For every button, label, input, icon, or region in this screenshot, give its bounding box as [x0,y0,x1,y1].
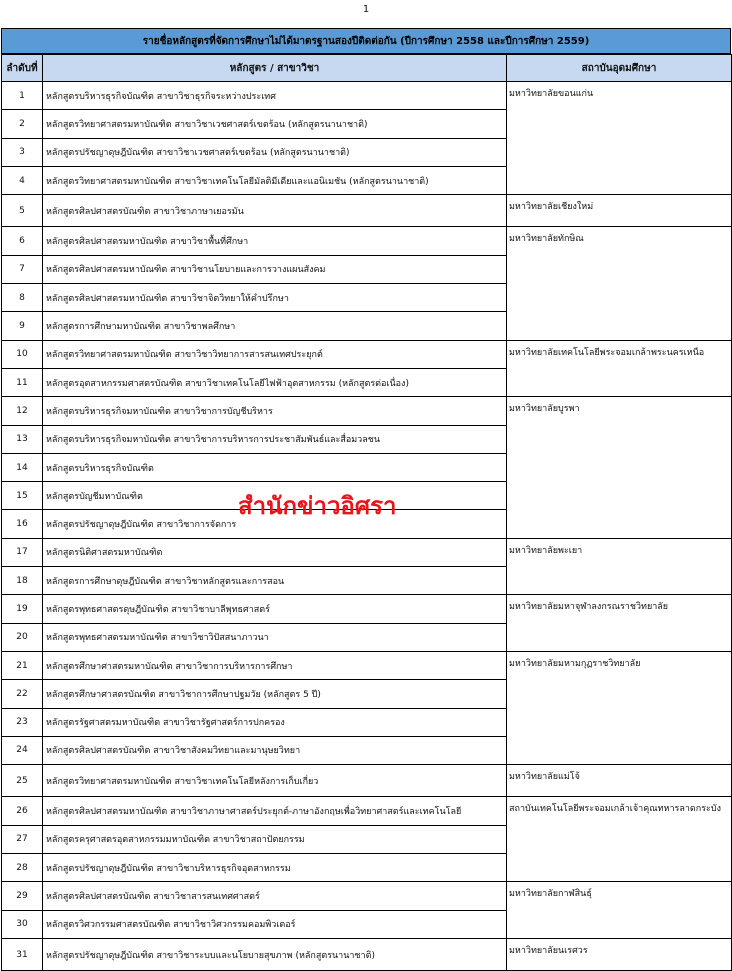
row-number: 16 [2,510,43,538]
row-number: 9 [2,312,43,340]
program-name: หลักสูตรครุศาสตรอุตสาหกรรมมหาบัณฑิต สาขาวิชาสถาปัตยกรรม [43,825,507,853]
institution-name: มหาวิทยาลัยเชียงใหม่ [507,195,732,227]
program-name: หลักสูตรบริหารธุรกิจบัณฑิต [43,453,507,481]
institution-name: มหาวิทยาลัยกาฬสินธุ์ [507,882,732,939]
program-name: หลักสูตรศิลปศาสตรบัณฑิต สาขาวิชาภาษาเยอรมัน [43,195,507,227]
table-row [2,765,732,797]
row-number: 15 [2,482,43,510]
table-row [2,397,732,425]
row-number: 29 [2,882,43,910]
header-row [2,55,732,82]
row-number: 10 [2,340,43,368]
program-name: หลักสูตรรัฐศาสตรมหาบัณฑิต สาขาวิชารัฐศาสตร์การปกครอง [43,708,507,736]
program-name: หลักสูตรศิลปศาสตรมหาบัณฑิต สาขาวิชานโยบายและการวางแผนสังคม [43,255,507,283]
program-name: หลักสูตรศิลปศาสตรบัณฑิต สาขาวิชาสังคมวิทยาและมานุษยวิทยา [43,736,507,764]
institution-name: มหาวิทยาลัยพะเยา [507,538,732,595]
watermark: สำนักข่าวอิศรา [238,492,397,520]
program-name: หลักสูตรบริหารธุรกิจบัณฑิต สาขาวิชาธุรกิจระหว่างประเทศ [43,82,507,110]
program-name: หลักสูตรพุทธศาสตรมหาบัณฑิต สาขาวิชาวิปัสสนาภาวนา [43,623,507,651]
table-row [2,882,732,910]
program-name: หลักสูตรศิลปศาสตรมหาบัณฑิต สาขาวิชาจิตวิทยาให้คำปรึกษา [43,284,507,312]
page-number: 1 [362,4,370,15]
program-name: หลักสูตรวิทยาศาสตรมหาบัณฑิต สาขาวิชาวิทยาการสารสนเทศประยุกต์ [43,340,507,368]
row-number: 1 [2,82,43,110]
row-number: 4 [2,166,43,194]
institution-name: มหาวิทยาลัยมหามกุฏราชวิทยาลัย [507,651,732,764]
program-name: หลักสูตรศึกษาศาสตรมหาบัณฑิต สาขาวิชาการบริหารการศึกษา [43,651,507,679]
table-row [2,227,732,255]
program-name: หลักสูตรศึกษาศาสตรบัณฑิต สาขาวิชาการศึกษาปฐมวัย (หลักสูตร 5 ปี) [43,680,507,708]
institution-name: สถาบันเทคโนโลยีพระจอมเกล้าเจ้าคุณทหารลาดกระบัง [507,797,732,882]
header-institution: สถาบันอุดมศึกษา [507,55,732,82]
program-name: หลักสูตรนิติศาสตรมหาบัณฑิต [43,538,507,566]
row-number: 5 [2,195,43,227]
program-name: หลักสูตรพุทธศาสตรดุษฎีบัณฑิต สาขาวิชาบาลีพุทธศาสตร์ [43,595,507,623]
row-number: 30 [2,910,43,938]
row-number: 31 [2,938,43,970]
table-row [2,595,732,623]
row-number: 8 [2,284,43,312]
program-name: หลักสูตรบริหารธุรกิจมหาบัณฑิต สาขาวิชาการบัญชีบริหาร [43,397,507,425]
row-number: 7 [2,255,43,283]
row-number: 19 [2,595,43,623]
program-name: หลักสูตรอุตสาหกรรมศาสตรบัณฑิต สาขาวิชาเทคโนโลยีไฟฟ้าอุตสาหกรรม (หลักสูตรต่อเนื่อง) [43,368,507,396]
institution-name: มหาวิทยาลัยขอนแก่น [507,82,732,195]
program-name: หลักสูตรศิลปศาสตรบัณฑิต สาขาวิชาสารสนเทศศาสตร์ [43,882,507,910]
program-name: หลักสูตรวิศวกรรมศาสตรบัณฑิต สาขาวิชาวิศวกรรมคอมพิวเตอร์ [43,910,507,938]
program-name: หลักสูตรวิทยาศาสตรมหาบัณฑิต สาขาวิชาเทคโนโลยีหลังการเก็บเกี่ยว [43,765,507,797]
institution-name: มหาวิทยาลัยทักษิณ [507,227,732,340]
row-number: 28 [2,854,43,882]
table-row [2,195,732,227]
institution-name: มหาวิทยาลัยบูรพา [507,397,732,538]
header-program: หลักสูตร / สาขาวิชา [43,55,507,82]
program-name: หลักสูตรศิลปศาสตรมหาบัณฑิต สาขาวิชาภาษาศาสตร์ประยุกต์-ภาษาอังกฤษเพื่อวิทยาศาสตร์และเทคโนโลยี [43,797,507,825]
program-name: หลักสูตรปรัชญาดุษฎีบัณฑิต สาขาวิชาการจัดการ [43,510,507,538]
row-number: 26 [2,797,43,825]
table-row [2,651,732,679]
program-name: หลักสูตรปรัชญาดุษฎีบัณฑิต สาขาวิชาเวชศาสตร์เขตร้อน (หลักสูตรนานาชาติ) [43,138,507,166]
row-number: 14 [2,453,43,481]
table-row [2,938,732,970]
program-name: หลักสูตรบริหารธุรกิจมหาบัณฑิต สาขาวิชาการบริหารการประชาสัมพันธ์และสื่อมวลชน [43,425,507,453]
header-no: ลำดับที่ [2,55,43,82]
table-row [2,538,732,566]
row-number: 23 [2,708,43,736]
program-name: หลักสูตรวิทยาศาสตรมหาบัณฑิต สาขาวิชาเวชศาสตร์เขตร้อน (หลักสูตรนานาชาติ) [43,110,507,138]
institution-name: มหาวิทยาลัยมหาจุฬาลงกรณราชวิทยาลัย [507,595,732,652]
table-row [2,82,732,110]
table-title: รายชื่อหลักสูตรที่จัดการศึกษาไม่ได้มาตรฐานสองปีติดต่อกัน (ปีการศึกษา 2558 และปีการศึกษา 2559) [1,28,731,54]
program-name: หลักสูตรการศึกษามหาบัณฑิต สาขาวิชาพลศึกษา [43,312,507,340]
row-number: 25 [2,765,43,797]
table-row [2,340,732,368]
row-number: 22 [2,680,43,708]
row-number: 27 [2,825,43,853]
row-number: 20 [2,623,43,651]
row-number: 3 [2,138,43,166]
program-name: หลักสูตรวิทยาศาสตรมหาบัณฑิต สาขาวิชาเทคโนโลยีมัลติมีเดียและแอนิเมชัน (หลักสูตรนานาชาติ) [43,166,507,194]
row-number: 2 [2,110,43,138]
program-name: หลักสูตรศิลปศาสตรมหาบัณฑิต สาขาวิชาพื้นที่ศึกษา [43,227,507,255]
row-number: 11 [2,368,43,396]
program-name: หลักสูตรการศึกษาดุษฎีบัณฑิต สาขาวิชาหลักสูตรและการสอน [43,567,507,595]
program-name: หลักสูตรบัญชีมหาบัณฑิต [43,482,507,510]
row-number: 12 [2,397,43,425]
program-name: หลักสูตรปรัชญาดุษฎีบัณฑิต สาขาวิชาบริหารธุรกิจอุตสาหกรรม [43,854,507,882]
row-number: 21 [2,651,43,679]
row-number: 13 [2,425,43,453]
row-number: 18 [2,567,43,595]
row-number: 24 [2,736,43,764]
row-number: 17 [2,538,43,566]
institution-name: มหาวิทยาลัยแม่โจ้ [507,765,732,797]
institution-name: มหาวิทยาลัยเทคโนโลยีพระจอมเกล้าพระนครเหนือ [507,340,732,397]
table-row [2,797,732,825]
row-number: 6 [2,227,43,255]
institution-name: มหาวิทยาลัยนเรศวร [507,938,732,970]
program-name: หลักสูตรปรัชญาดุษฎีบัณฑิต สาขาวิชาระบบและนโยบายสุขภาพ (หลักสูตรนานาชาติ) [43,938,507,970]
